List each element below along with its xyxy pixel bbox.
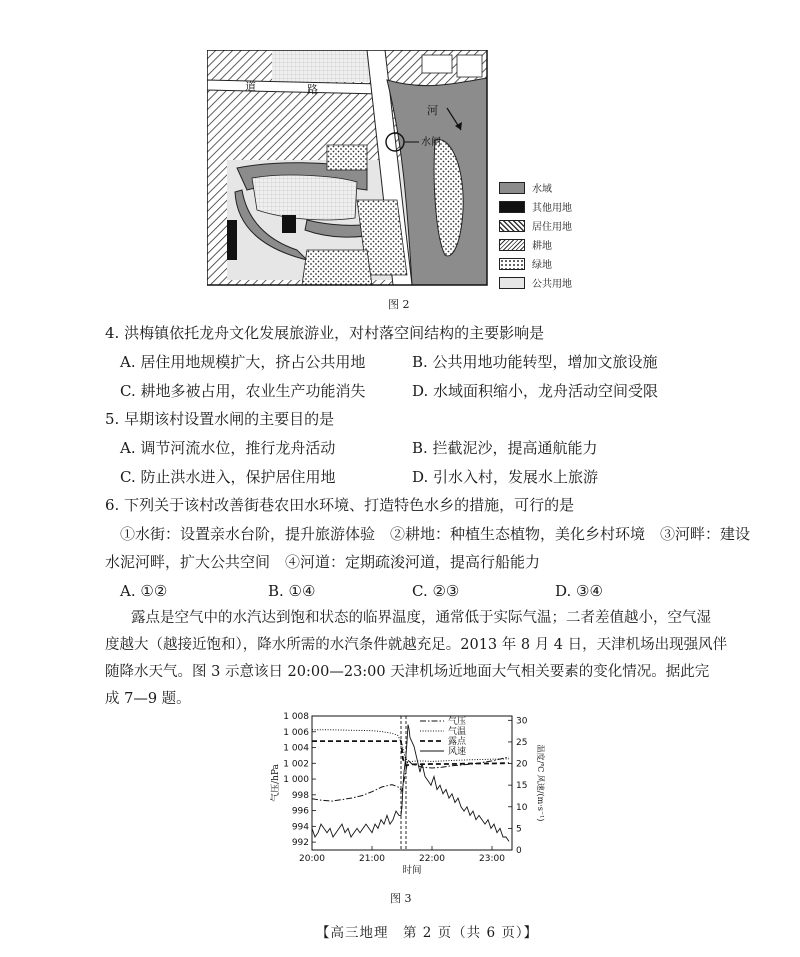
passage-line-4: 成 7—9 题。 bbox=[105, 691, 191, 707]
question-6-option-d: D. ③④ bbox=[555, 582, 603, 600]
question-6-statements-line1: ①水街：设置亲水台阶，提升旅游体验 ②耕地：种植生态植物，美化乡村环境 ③河畔：建设 bbox=[120, 525, 751, 543]
legend-label-气压: 气压 bbox=[448, 717, 467, 727]
question-5-option-d: D. 引水入村，发展水上旅游 bbox=[412, 468, 599, 486]
legend-label: 其他用地 bbox=[532, 203, 572, 214]
legend-label: 居住用地 bbox=[532, 222, 572, 233]
question-5-option-a: A. 调节河流水位，推行龙舟活动 bbox=[120, 439, 336, 457]
x-tick-label: 23:00 bbox=[479, 854, 505, 864]
legend-label: 耕地 bbox=[532, 241, 552, 252]
passage-line-2: 度越大（越接近饱和），降水所需的水汽条件就越充足。2013 年 8 月 4 日，天津机场出现强风伴 bbox=[105, 637, 728, 653]
map-label-road-2: 路 bbox=[307, 83, 318, 96]
x-tick-label: 20:00 bbox=[299, 854, 325, 864]
legend-label: 绿地 bbox=[532, 260, 552, 271]
legend-item-other bbox=[499, 197, 593, 216]
question-4-option-d: D. 水域面积缩小，龙舟活动空间受限 bbox=[412, 382, 659, 400]
y-left-tick-label: 1 002 bbox=[283, 759, 309, 770]
legend-item-water bbox=[499, 178, 593, 197]
question-5-option-c: C. 防止洪水进入，保护居住用地 bbox=[120, 468, 336, 486]
legend-item-green bbox=[499, 254, 593, 273]
question-5-stem: 5. 早期该村设置水闸的主要目的是 bbox=[105, 410, 335, 428]
figure-2-caption: 图 2 bbox=[388, 298, 410, 311]
y-right-tick-label: 20 bbox=[516, 759, 528, 770]
passage-line-1: 露点是空气中的水汽达到饱和状态的临界温度，通常低于实际气温；二者差值越小，空气湿 bbox=[131, 610, 711, 626]
passage bbox=[105, 605, 728, 713]
figure-2 bbox=[207, 50, 593, 302]
legend-item-farmland bbox=[499, 235, 593, 254]
map-label-river: 河 bbox=[427, 104, 438, 117]
y-left-tick-label: 996 bbox=[291, 806, 309, 817]
map-label-sluice: 水闸 bbox=[421, 137, 441, 148]
map-label-road-1: 道 bbox=[245, 80, 256, 93]
question-6-statements-line2: 水泥河畔，扩大公共空间 ④河道：定期疏浚河道，提高行船能力 bbox=[105, 553, 541, 571]
map-legend bbox=[499, 178, 593, 292]
y-left-tick-label: 1 006 bbox=[283, 727, 309, 738]
y-left-tick-label: 1 008 bbox=[283, 712, 309, 722]
question-4-option-b: B. 公共用地功能转型，增加文旅设施 bbox=[412, 353, 658, 371]
y-right-tick-label: 5 bbox=[516, 824, 522, 835]
y-left-tick-label: 994 bbox=[291, 822, 309, 833]
legend-label-气温: 气温 bbox=[448, 727, 467, 737]
question-5-option-b: B. 拦截泥沙，提高通航能力 bbox=[412, 439, 598, 457]
y-right-tick-label: 10 bbox=[516, 802, 528, 813]
y-left-axis-label: 气压/hPa bbox=[271, 764, 281, 802]
map-frame bbox=[207, 50, 487, 285]
page-footer: 【高三地理 第 2 页（共 6 页）】 bbox=[316, 925, 539, 941]
passage-line-3: 随降水天气。图 3 示意该日 20:00—23:00 天津机场近地面大气相关要素的变化情况。据此完 bbox=[105, 664, 710, 680]
y-right-tick-label: 30 bbox=[516, 716, 528, 727]
question-4-option-a: A. 居住用地规模扩大，挤占公共用地 bbox=[120, 353, 366, 371]
legend-item-public bbox=[499, 273, 593, 292]
series-气温 bbox=[312, 730, 509, 763]
legend-label-露点: 露点 bbox=[448, 737, 467, 747]
question-4-option-c: C. 耕地多被占用，农业生产功能消失 bbox=[120, 382, 366, 400]
y-right-axis-label: 温度/℃ 风速/(m·s⁻¹) bbox=[536, 744, 545, 822]
plot-frame bbox=[312, 716, 512, 850]
y-right-tick-label: 25 bbox=[516, 737, 528, 748]
y-left-tick-label: 998 bbox=[291, 790, 309, 801]
y-left-tick-label: 1 000 bbox=[283, 775, 309, 786]
figure-3-caption: 图 3 bbox=[390, 892, 412, 905]
weather-chart bbox=[268, 710, 548, 885]
y-right-tick-label: 15 bbox=[516, 781, 528, 792]
x-tick-label: 22:00 bbox=[419, 854, 445, 864]
legend-label: 水域 bbox=[532, 184, 552, 195]
y-left-tick-label: 992 bbox=[291, 838, 309, 849]
x-tick-label: 21:00 bbox=[359, 854, 385, 864]
figure-3 bbox=[268, 710, 548, 885]
legend-label: 公共用地 bbox=[532, 279, 572, 290]
series-风速 bbox=[312, 725, 509, 842]
y-left-tick-label: 1 004 bbox=[283, 743, 309, 754]
question-6-option-a: A. ①② bbox=[120, 582, 168, 600]
x-axis-label: 时间 bbox=[402, 865, 422, 876]
question-6-option-b: B. ①④ bbox=[268, 582, 316, 600]
legend-label-风速: 风速 bbox=[448, 747, 467, 757]
legend-item-residential bbox=[499, 216, 593, 235]
y-right-tick-label: 0 bbox=[516, 846, 522, 856]
question-6-stem: 6. 下列关于该村改善街巷农田水环境、打造特色水乡的措施，可行的是 bbox=[105, 496, 575, 514]
question-6-option-c: C. ②③ bbox=[412, 582, 460, 600]
question-4-stem: 4. 洪梅镇依托龙舟文化发展旅游业，对村落空间结构的主要影响是 bbox=[105, 324, 545, 342]
